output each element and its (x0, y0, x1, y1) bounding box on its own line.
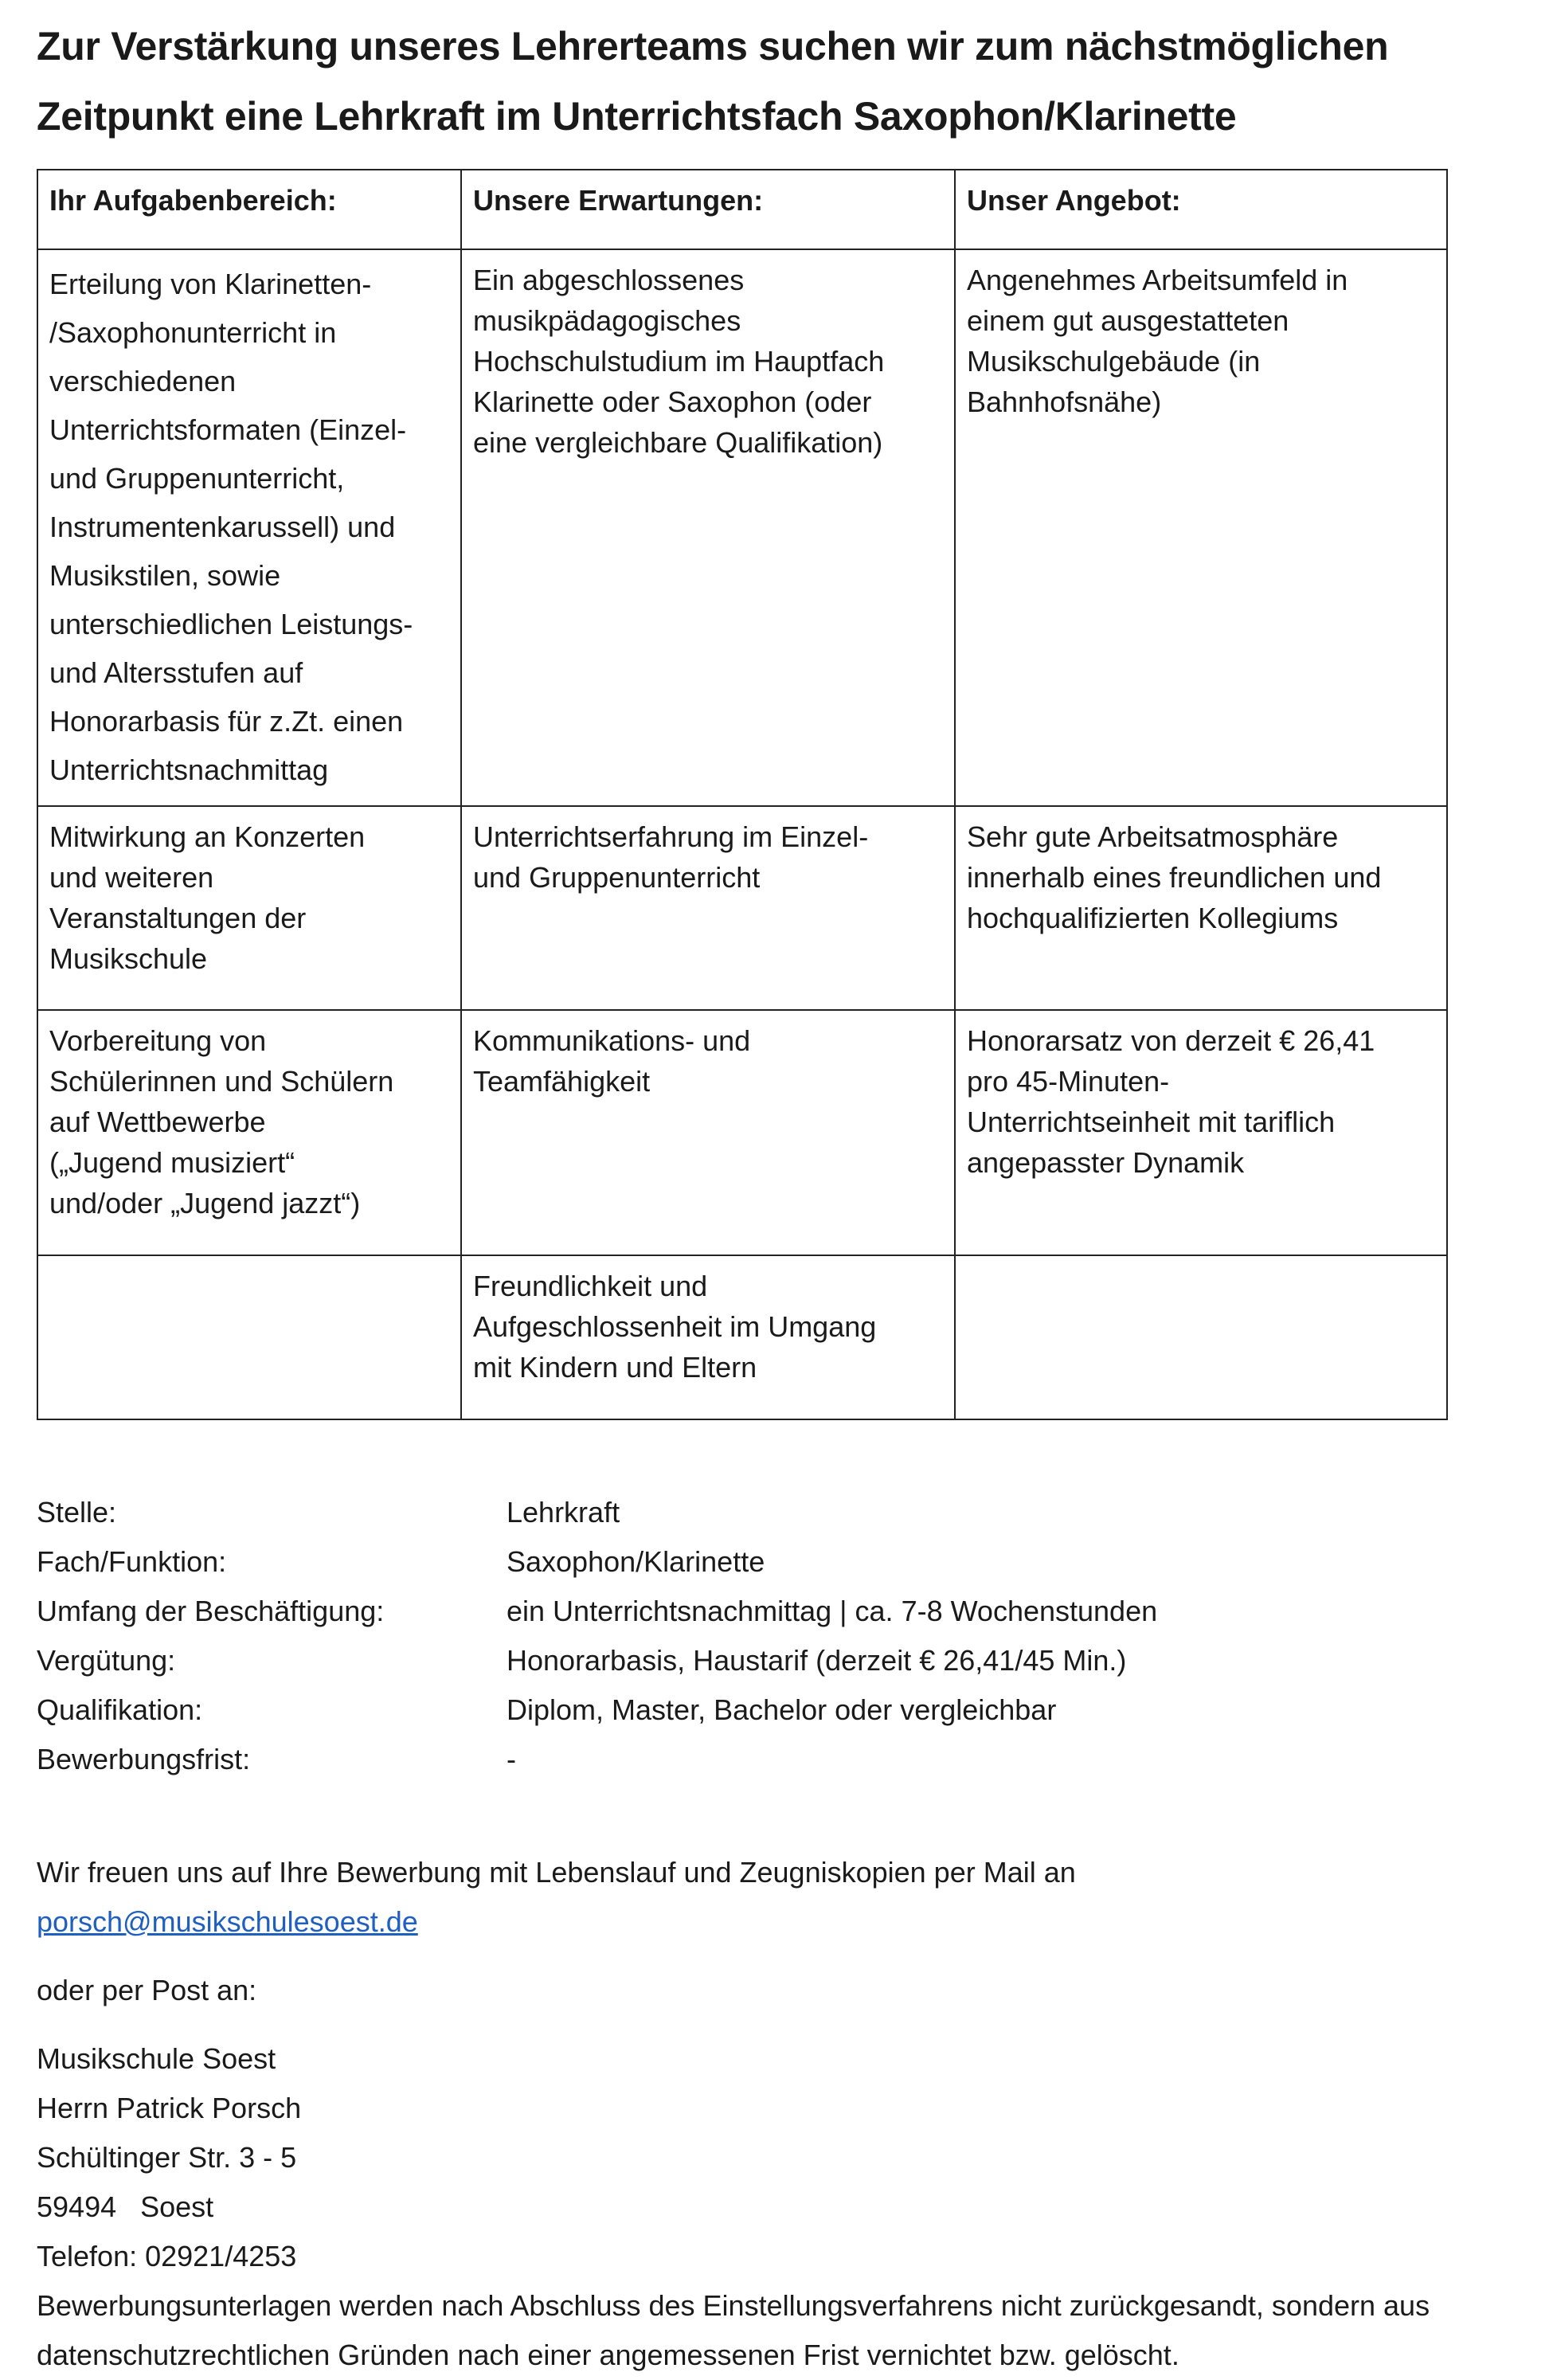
cell-line: und/oder „Jugend jazzt“) (49, 1187, 361, 1219)
column-header-erwartungen: Unsere Erwartungen: (461, 170, 955, 249)
title-line-1: Zur Verstärkung unseres Lehrerteams suchen wir zum nächstmöglichen (37, 24, 1389, 69)
cell-line: verschiedenen (49, 365, 237, 397)
table-cell-aufgaben (37, 1010, 461, 1255)
cell-line: Musikschule (49, 942, 208, 975)
disclaimer-line-1: Bewerbungsunterlagen werden nach Abschluss des Einstellungsverfahrens nicht zurückgesandt, sondern aus (37, 2289, 1430, 2322)
application-contact (37, 1848, 1518, 2380)
fact-row-fach (37, 1537, 1470, 1587)
fact-label: Fach/Funktion: (37, 1545, 227, 1578)
cell-line: pro 45-Minuten- (967, 1065, 1170, 1098)
cell-line: Unterrichtseinheit mit tariflich (967, 1106, 1336, 1138)
cell-line: Unterrichtsformaten (Einzel- (49, 413, 407, 446)
cell-line: Kommunikations- und (473, 1024, 751, 1057)
table-cell-angebot (955, 1010, 1447, 1255)
cell-line: Mitwirkung an Konzerten (49, 820, 366, 853)
cell-line: hochqualifizierten Kollegiums (967, 902, 1339, 934)
fact-label: Stelle: (37, 1496, 117, 1529)
cell-line: einem gut ausgestatteten (967, 304, 1289, 337)
table-cell-angebot-empty (955, 1255, 1447, 1419)
cell-line: Honorarsatz von derzeit € 26,41 (967, 1024, 1375, 1057)
cell-line: Musikschulgebäude (in (967, 345, 1261, 378)
cell-line: und Gruppenunterricht, (49, 462, 345, 495)
table-row (37, 1010, 1447, 1255)
cell-line: Angenehmes Arbeitsumfeld in (967, 264, 1348, 296)
table-cell-erwartungen (461, 1255, 955, 1419)
address-person: Herrn Patrick Porsch (37, 2092, 302, 2124)
address-phone: Telefon: 02921/4253 (37, 2240, 297, 2272)
post-intro: oder per Post an: (37, 1974, 257, 2006)
cell-line: Musikstilen, sowie (49, 559, 281, 592)
cell-line: Klarinette oder Saxophon (oder (473, 386, 872, 418)
cell-line: Veranstaltungen der (49, 902, 307, 934)
table-row (37, 806, 1447, 1010)
postal-address (37, 2034, 1518, 2281)
fact-label: Qualifikation: (37, 1693, 203, 1726)
fact-value: Diplom, Master, Bachelor oder vergleichbar (507, 1693, 1057, 1726)
cell-line: Sehr gute Arbeitsatmosphäre (967, 820, 1339, 853)
address-city: 59494 Soest (37, 2190, 214, 2223)
cell-line: und weiteren (49, 861, 214, 894)
fact-value: ein Unterrichtsnachmittag | ca. 7-8 Wochenstunden (507, 1595, 1158, 1627)
table-cell-aufgaben (37, 249, 461, 806)
table-cell-angebot (955, 249, 1447, 806)
cell-line: Ein abgeschlossenes (473, 264, 745, 296)
fact-value: - (507, 1743, 516, 1775)
fact-value: Saxophon/Klarinette (507, 1545, 765, 1578)
table-header-row (37, 170, 1447, 249)
cell-line: /Saxophonunterricht in (49, 316, 337, 349)
cell-line: mit Kindern und Eltern (473, 1351, 757, 1384)
cell-line: Unterrichtsnachmittag (49, 754, 329, 786)
cell-line: angepasster Dynamik (967, 1146, 1245, 1179)
email-link[interactable]: porsch@musikschulesoest.de (37, 1905, 418, 1938)
table-cell-erwartungen (461, 1010, 955, 1255)
cell-line: Teamfähigkeit (473, 1065, 651, 1098)
job-details-table (37, 169, 1448, 1420)
cell-line: Aufgeschlossenheit im Umgang (473, 1310, 877, 1343)
cell-line: Freundlichkeit und (473, 1270, 708, 1302)
cell-line: und Altersstufen auf (49, 656, 303, 689)
cell-line: („Jugend musiziert“ (49, 1146, 295, 1179)
table-cell-angebot (955, 806, 1447, 1010)
address-name: Musikschule Soest (37, 2042, 276, 2075)
application-intro: Wir freuen uns auf Ihre Bewerbung mit Lebenslauf und Zeugniskopien per Mail an (37, 1856, 1076, 1889)
cell-line: eine vergleichbare Qualifikation) (473, 426, 883, 459)
table-cell-erwartungen (461, 806, 955, 1010)
disclaimer-line-2: datenschutzrechtlichen Gründen nach einer angemessenen Frist vernichtet bzw. gelöscht. (37, 2339, 1179, 2371)
cell-line: innerhalb eines freundlichen und (967, 861, 1382, 894)
cell-line: Bahnhofsnähe) (967, 386, 1162, 418)
table-cell-erwartungen (461, 249, 955, 806)
table-row (37, 249, 1447, 806)
column-header-angebot: Unser Angebot: (955, 170, 1447, 249)
page-title (37, 11, 1502, 151)
cell-line: musikpädagogisches (473, 304, 741, 337)
fact-row-umfang (37, 1587, 1470, 1636)
title-line-2: Zeitpunkt eine Lehrkraft im Unterrichtsfach Saxophon/Klarinette (37, 94, 1237, 139)
cell-line: Hochschulstudium im Hauptfach (473, 345, 885, 378)
position-facts (37, 1488, 1470, 1784)
table-cell-aufgaben-empty (37, 1255, 461, 1419)
cell-line: Vorbereitung von (49, 1024, 267, 1057)
fact-row-bewerbungsfrist (37, 1735, 1470, 1784)
fact-row-verguetung (37, 1636, 1470, 1685)
column-header-aufgaben: Ihr Aufgabenbereich: (37, 170, 461, 249)
cell-line: Erteilung von Klarinetten- (49, 268, 372, 300)
cell-line: und Gruppenunterricht (473, 861, 761, 894)
cell-line: auf Wettbewerbe (49, 1106, 266, 1138)
cell-line: Schülerinnen und Schülern (49, 1065, 394, 1098)
cell-line: Unterrichtserfahrung im Einzel- (473, 820, 869, 853)
fact-row-qualifikation (37, 1685, 1470, 1735)
table-row (37, 1255, 1447, 1419)
fact-value: Honorarbasis, Haustarif (derzeit € 26,41/45 Min.) (507, 1644, 1127, 1677)
table-cell-aufgaben (37, 806, 461, 1010)
fact-value: Lehrkraft (507, 1496, 620, 1529)
cell-line: Honorarbasis für z.Zt. einen (49, 705, 404, 738)
fact-row-stelle (37, 1488, 1470, 1537)
fact-label: Umfang der Beschäftigung: (37, 1595, 385, 1627)
cell-line: unterschiedlichen Leistungs- (49, 608, 413, 640)
address-street: Schültinger Str. 3 - 5 (37, 2141, 297, 2174)
fact-label: Vergütung: (37, 1644, 176, 1677)
cell-line: Instrumentenkarussell) und (49, 511, 396, 543)
email-line (37, 1897, 1518, 1947)
fact-label: Bewerbungsfrist: (37, 1743, 251, 1775)
